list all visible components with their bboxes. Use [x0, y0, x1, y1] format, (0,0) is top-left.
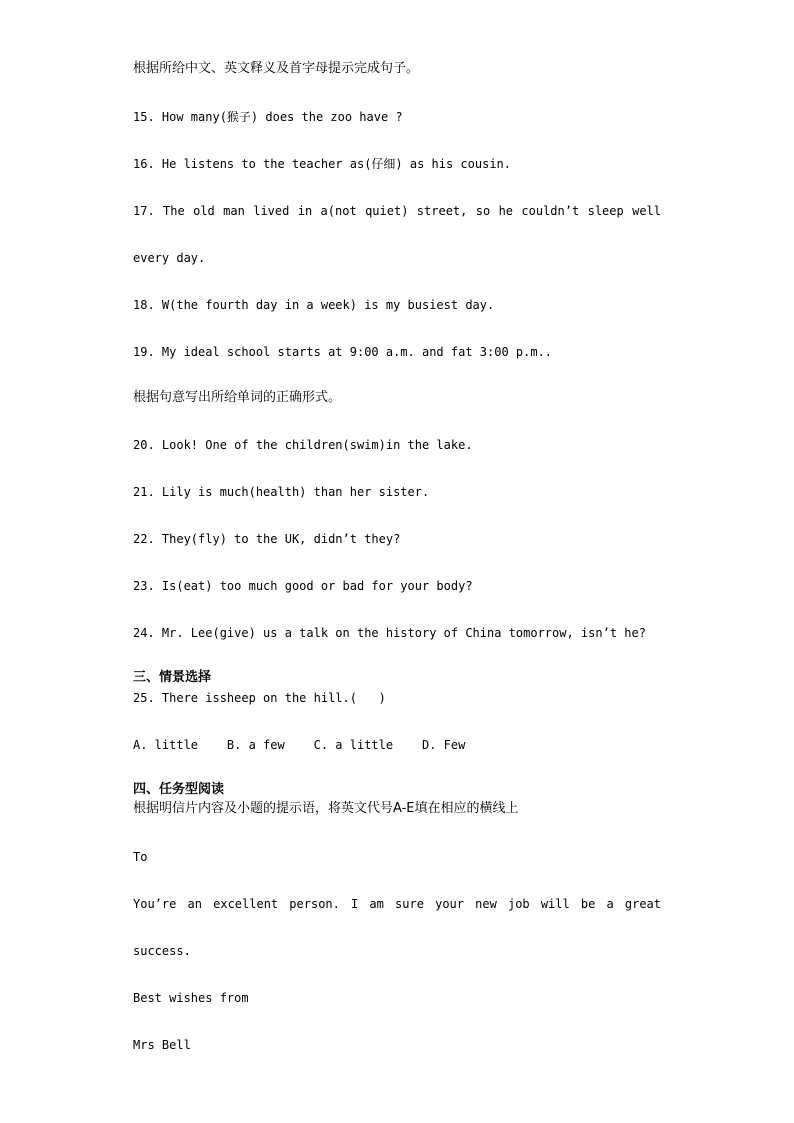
- section-heading-task-reading: 四、任务型阅读: [133, 782, 225, 797]
- postcard-signature: Mrs Bell: [133, 1038, 191, 1052]
- postcard-body-line-1: You’re an excellent person. I am sure your new job will be a great: [133, 897, 661, 911]
- question-22: 22. They(fly) to the UK, didn’t they?: [133, 532, 401, 546]
- instruction-fill-in-blanks: 根据所给中文、英文释义及首字母提示完成句子。: [133, 61, 420, 76]
- question-15: 15. How many(猴子) does the zoo have ?: [133, 110, 403, 124]
- question-18: 18. W(the fourth day in a week) is my busiest day.: [133, 298, 495, 312]
- question-17-line-2: every day.: [133, 251, 206, 265]
- question-21: 21. Lily is much(health) than her sister.: [133, 485, 430, 499]
- question-20: 20. Look! One of the children(swim)in the lake.: [133, 438, 473, 452]
- question-25-options: A. little B. a few C. a little D. Few: [133, 738, 466, 752]
- question-24: 24. Mr. Lee(give) us a talk on the history of China tomorrow, isn’t he?: [133, 626, 646, 640]
- instruction-word-forms: 根据句意写出所给单词的正确形式。: [133, 390, 342, 405]
- question-23: 23. Is(eat) too much good or bad for your body?: [133, 579, 473, 593]
- question-19: 19. My ideal school starts at 9:00 a.m. and fat 3:00 p.m..: [133, 345, 553, 359]
- postcard-body-line-2: success.: [133, 944, 191, 958]
- section-heading-situational-choice: 三、情景选择: [133, 670, 212, 685]
- question-17-line-1: 17. The old man lived in a(not quiet) street, so he couldn’t sleep well: [133, 204, 661, 218]
- postcard-closing: Best wishes from: [133, 991, 249, 1005]
- question-25: 25. There issheep on the hill.( ): [133, 691, 386, 705]
- postcard-to: To: [133, 850, 148, 864]
- question-16: 16. He listens to the teacher as(仔细) as his cousin.: [133, 157, 512, 171]
- instruction-postcard: 根据明信片内容及小题的提示语，将英文代号A-E填在相应的横线上: [133, 801, 519, 816]
